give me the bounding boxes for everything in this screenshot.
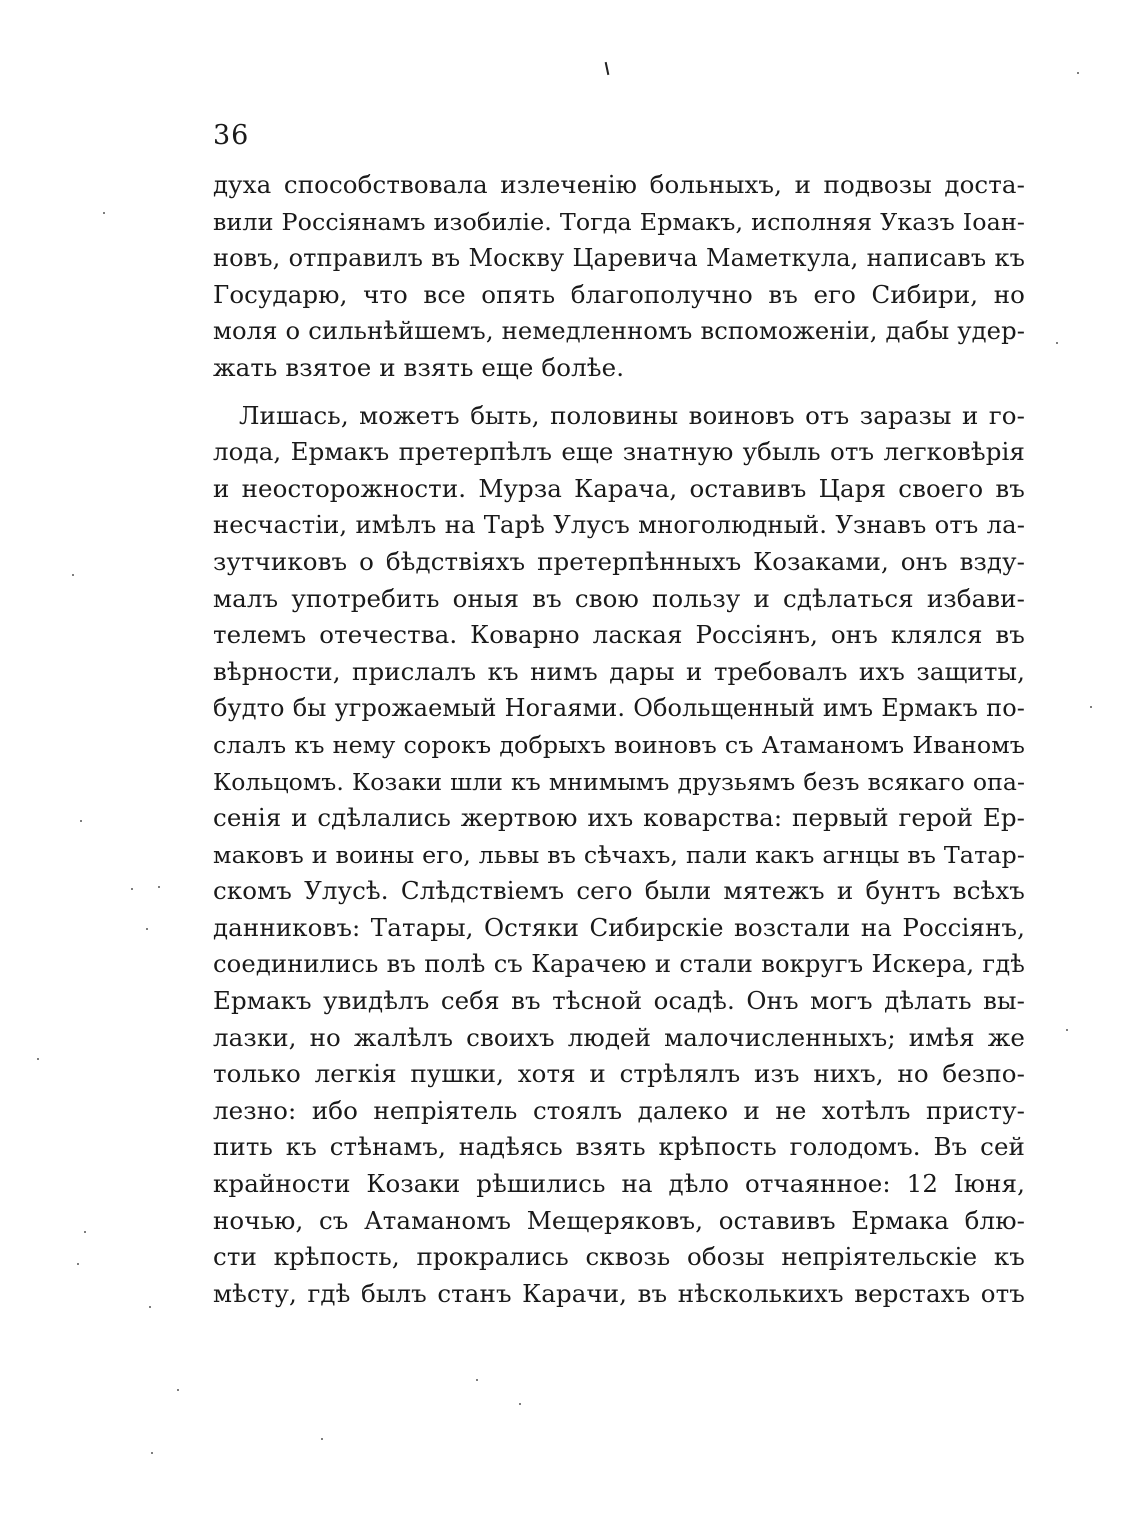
text-line: слалъ къ нему сорокъ добрыхъ воиновъ съ Атаманомъ Иваномъ xyxy=(213,730,1025,759)
scan-speck xyxy=(1090,706,1092,708)
text-line: ночью, съ Атаманомъ Мещеряковъ, оставивъ Ермака блю- xyxy=(213,1205,1025,1235)
body-text xyxy=(213,167,1025,1312)
text-line: телемъ отечества. Коварно лаская Россіянъ, онъ клялся въ xyxy=(213,620,1025,650)
paragraph-2 xyxy=(213,398,1025,1313)
text-line: маковъ и воины его, львы въ сѣчахъ, пали какъ агнцы въ Татар- xyxy=(213,840,1025,869)
text-line: вѣрности, прислалъ къ нимъ дары и требовалъ ихъ защиты, xyxy=(213,656,1025,686)
text-line: несчастіи, имѣлъ на Тарѣ Улусъ многолюдный. Узнавъ отъ ла- xyxy=(213,510,1025,540)
scan-speck xyxy=(103,212,105,214)
text-line: Государю, что все опять благополучно въ его Сибири, но xyxy=(213,279,1025,309)
scan-speck xyxy=(321,1438,323,1440)
text-line: лода, Ермакъ претерпѣлъ еще знатную убыль отъ легковѣрія xyxy=(213,437,1025,467)
page-number: 36 xyxy=(213,120,250,151)
scan-speck xyxy=(72,574,74,576)
text-line: только легкія пушки, хотя и стрѣлялъ изъ нихъ, но безпо- xyxy=(213,1059,1025,1089)
ink-mark xyxy=(605,62,610,75)
text-line: вили Россіянамъ изобиліе. Тогда Ермакъ, исполняя Указъ Іоан- xyxy=(213,207,1025,236)
text-line: мѣсту, гдѣ былъ станъ Карачи, въ нѣсколькихъ верстахъ отъ xyxy=(213,1278,1025,1308)
text-line: пить къ стѣнамъ, надѣясь взять крѣпость голодомъ. Въ сей xyxy=(213,1132,1025,1162)
paragraph-1 xyxy=(213,167,1025,387)
text-line: будто бы угрожаемый Ногаями. Обольщенный имъ Ермакъ по- xyxy=(213,694,1025,723)
text-line: соединились въ полѣ съ Карачею и стали вокругъ Искера, гдѣ xyxy=(213,949,1025,979)
text-line: малъ употребить оныя въ свою пользу и сдѣлаться избави- xyxy=(213,583,1025,613)
scan-speck xyxy=(37,1058,39,1060)
scan-speck xyxy=(1056,342,1058,344)
text-line: сти крѣпость, прокрались сквозь обозы непріятельскіе къ xyxy=(213,1242,1025,1272)
text-line: зутчиковъ о бѣдствіяхъ претерпѣнныхъ Козаками, онъ взду- xyxy=(213,546,1025,576)
text-line: сенія и сдѣлались жертвою ихъ коварства: первый герой Ер- xyxy=(213,803,1025,833)
scan-speck xyxy=(519,1403,521,1405)
scan-speck xyxy=(1066,1029,1068,1031)
text-line: Ермакъ увидѣлъ себя въ тѣсной осадѣ. Онъ могъ дѣлать вы- xyxy=(213,986,1025,1016)
scan-speck xyxy=(158,886,160,888)
scan-speck xyxy=(84,1231,86,1233)
text-line: лазки, но жалѣлъ своихъ людей малочисленныхъ; имѣя же xyxy=(213,1022,1025,1052)
text-line: лезно: ибо непріятель стоялъ далеко и не хотѣлъ присту- xyxy=(213,1095,1025,1125)
scan-speck xyxy=(149,1306,151,1308)
text-line: моля о сильнѣйшемъ, немедленномъ вспоможеніи, дабы удер- xyxy=(213,316,1025,346)
scan-speck xyxy=(1077,72,1079,74)
scan-speck xyxy=(476,1379,478,1381)
text-line: скомъ Улусѣ. Слѣдствіемъ сего были мятежъ и бунтъ всѣхъ xyxy=(213,876,1025,906)
scan-speck xyxy=(177,1389,179,1391)
text-line: жать взятое и взять еще болѣе. xyxy=(213,352,625,382)
text-line: крайности Козаки рѣшились на дѣло отчаянное: 12 Іюня, xyxy=(213,1169,1025,1199)
scan-speck xyxy=(146,928,148,930)
text-line: Кольцомъ. Козаки шли къ мнимымъ друзьямъ безъ всякаго опа- xyxy=(213,767,1025,796)
text-line: Лишась, можетъ быть, половины воиновъ отъ заразы и го- xyxy=(239,400,1025,430)
scan-speck xyxy=(131,888,133,890)
text-line: новъ, отправилъ въ Москву Царевича Маметкула, написавъ къ xyxy=(213,244,1025,273)
scan-speck xyxy=(151,1452,153,1454)
text-line: данниковъ: Татары, Остяки Сибирскіе возстали на Россіянъ, xyxy=(213,912,1025,942)
text-line: духа способствовала излеченію больныхъ, и подвозы доста- xyxy=(213,170,1025,199)
text-line: и неосторожности. Мурза Карача, оставивъ Царя своего въ xyxy=(213,473,1025,503)
scan-speck xyxy=(80,820,82,822)
scan-speck xyxy=(77,1263,79,1265)
